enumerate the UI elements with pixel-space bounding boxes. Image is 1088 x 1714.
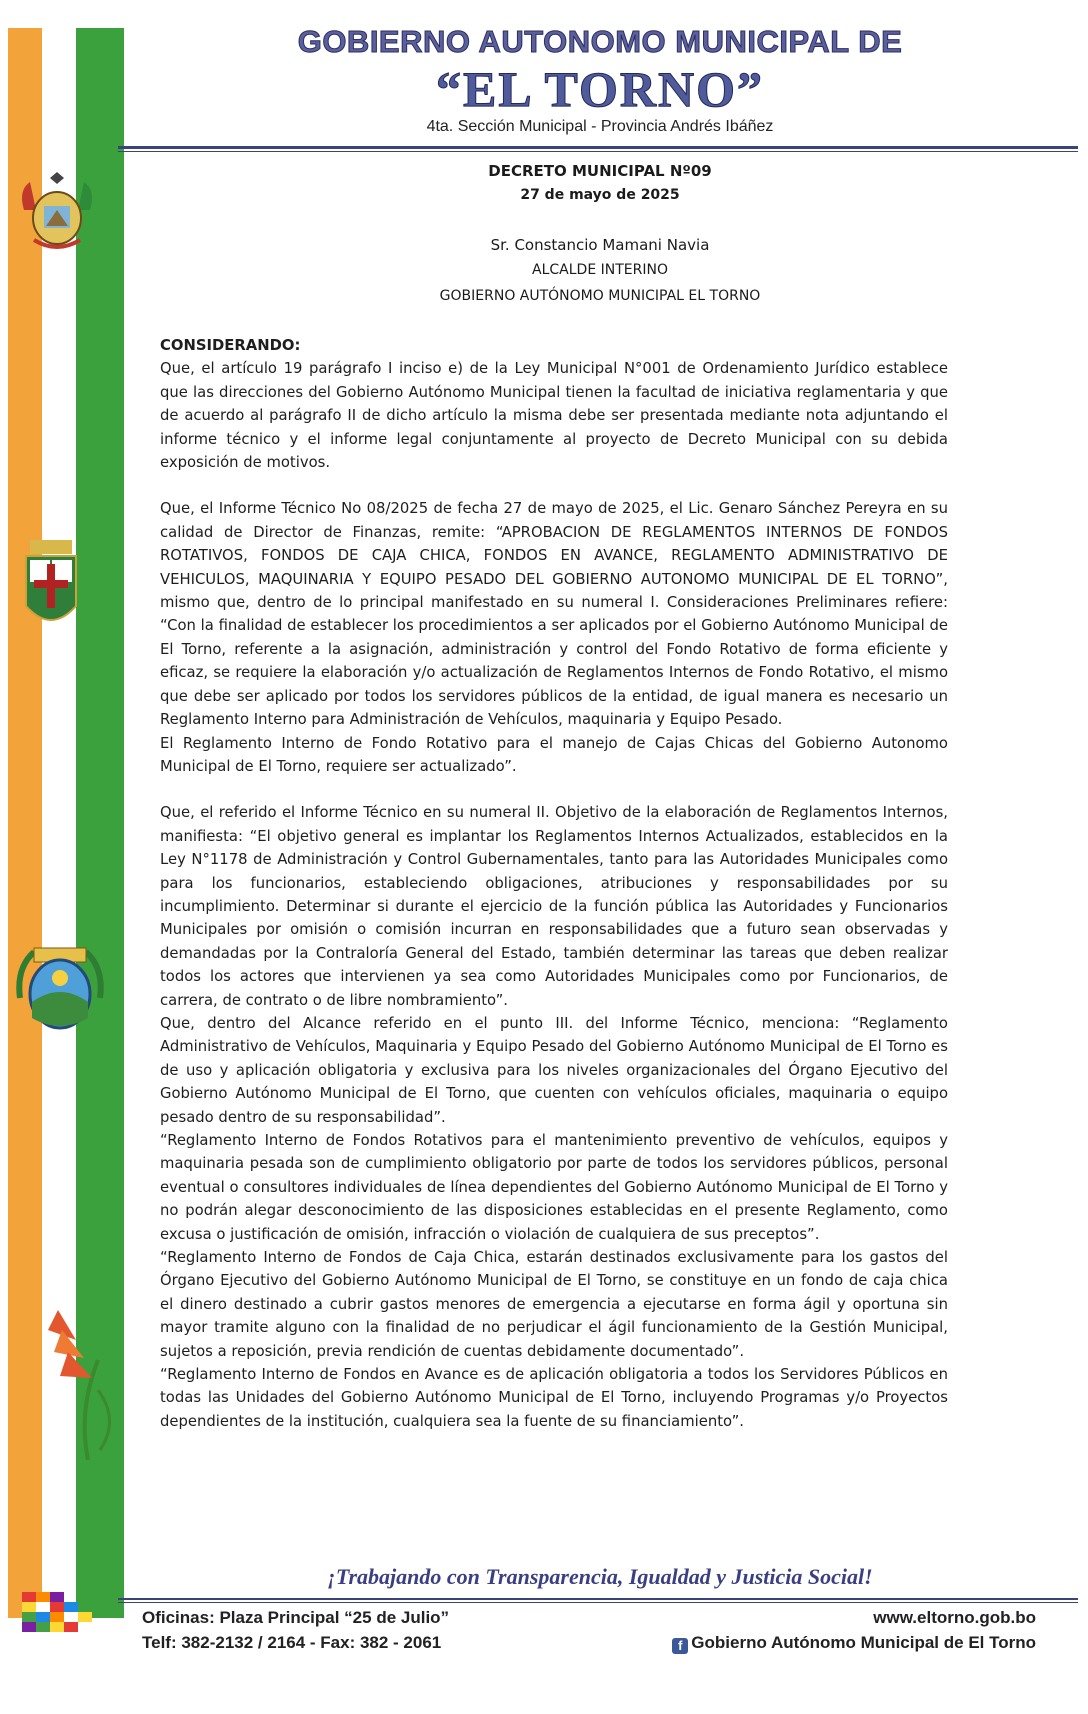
header-rule-thin xyxy=(118,151,1078,152)
paragraph-2: Que, el Informe Técnico No 08/2025 de fecha 27 de mayo de 2025, el Lic. Genaro Sánchez Pereyra en su calidad de Director de Finanzas, remite: “APROBACION DE REGLAMENTOS INTERNOS DE FONDOS ROTATIVOS, FONDOS DE CAJA CHICA, FONDOS EN AVANCE, REGLAMENTO ADMINISTRATIVO DE VEHICULOS, MAQUINARIA Y EQUIPO PESADO DEL GOBIERNO AUTONOMO MUNICIPAL DE EL TORNO”, mismo que, dentro de lo principal manifestado en su numeral I. Consideraciones Preliminares refiere: “Con la finalidad de establecer los procedimientos a ser aplicados por el Gobierno Autónomo Municipal de El Torno, referente a la asignación, administración y control del Fondo Rotativo de forma eficiente y eficaz, se requiere la elaboración y/o actualización de Reglamentos Internos de Fondo Rotativo, el mismo que debe ser aplicado por todos los servidores públicos de la entidad, de igual manera es necesario un Reglamento Interno para Administración de Vehículos, maquinaria y Equipo Pesado. xyxy=(160,500,948,729)
facebook-page[interactable] xyxy=(672,1630,1036,1655)
letterhead-subtitle: 4ta. Sección Municipal - Provincia Andrés Ibáñez xyxy=(426,118,774,135)
considerando-heading: CONSIDERANDO: xyxy=(160,337,301,354)
letterhead-title-line1: GOBIERNO AUTONOMO MUNICIPAL DE xyxy=(297,24,903,59)
bolivia-coat-of-arms-icon xyxy=(14,170,100,254)
footer-contact xyxy=(142,1605,449,1655)
footer-rule xyxy=(118,1598,1078,1600)
santa-cruz-shield-icon xyxy=(22,536,80,636)
paragraph-7: “Reglamento Interno de Fondos de Caja Chica, estarán destinados exclusivamente para los gastos del Órgano Ejecutivo del Gobierno Autónomo Municipal de El Torno, se constituye en un fondo de caja chica el dinero destinado a cubrir gastos menores de emergencia a ejecutarse en forma ágil y oportuna sin mayor tramite alguno con la finalidad de no perjudicar el ágil funcionamiento de la Gestión Municipal, sujetos a reposición, previa rendición de cuentas debidamente documentado”. xyxy=(160,1249,948,1360)
website-link[interactable]: www.eltorno.gob.bo xyxy=(873,1608,1036,1627)
footer-motto: ¡Trabajando con Transparencia, Igualdad y Justicia Social! xyxy=(327,1564,873,1589)
letterhead xyxy=(130,24,1070,136)
document-body xyxy=(160,334,948,1433)
signer-role: ALCALDE INTERINO xyxy=(532,262,668,278)
decree-title: DECRETO MUNICIPAL Nº09 xyxy=(488,162,712,180)
decree-date: 27 de mayo de 2025 xyxy=(520,187,680,203)
paragraph-5: Que, dentro del Alcance referido en el punto III. del Informe Técnico, menciona: “Reglamento Administrativo de Vehículos, Maquinaria y Equipo Pesado del Gobierno Autónomo Municipal de El Torno es de uso y aplicación obligatoria y exclusiva para los niveles organizacionales del Órgano Ejecutivo del Gobierno Autónomo Municipal de El Torno, que cuenten con vehículos oficiales, maquinaria o equipo pesado dentro de su responsabilidad”. xyxy=(160,1014,948,1126)
signer-organization: GOBIERNO AUTÓNOMO MUNICIPAL EL TORNO xyxy=(439,288,761,304)
paragraph-6: “Reglamento Interno de Fondos Rotativos para el mantenimiento preventivo de vehículos, equipos y maquinaria pesada son de cumplimiento obligatorio por parte de todos los servidores públicos, personal eventual o consultores individuales de línea dependientes del Gobierno Autónomo Municipal de El Torno y no podrán alegar desconocimiento de las disposiciones establecidas en el presente Reglamento, como excusa o justificación de omisión, infracción o violación de cualquiera de sus preceptos”. xyxy=(160,1132,948,1243)
facebook-page-name: Gobierno Autónomo Municipal de El Torno xyxy=(691,1633,1036,1652)
wiphala-flag-icon xyxy=(22,1592,122,1642)
paragraph-4: Que, el referido el Informe Técnico en su numeral II. Objetivo de la elaboración de Reglamentos Internos, manifiesta: “El objetivo general es implantar los Reglamentos Internos Actualizados, establecidos en la Ley N°1178 de Administración y Control Gubernamentales, tanto para las Autoridades Municipales como para los funcionarios, estableciendo obligaciones, atribuciones y responsabilidades por su incumplimiento. Determinar si durante el ejercicio de la función pública las Autoridades y Funcionarios Municipales por omisión o comisión incurran en responsabilidades que a futuro sean observadas y demandadas por la Contraloría General del Estado, también determinar las tareas que deben realizar todos los actores que intervienen ya sea como Autoridades Municipales como por Funcionarios, de carrera, de contrato o de libre nombramiento”. xyxy=(160,804,948,1009)
paragraph-1: Que, el artículo 19 parágrafo I inciso e) de la Ley Municipal N°001 de Ordenamiento Jurídico establece que las direcciones del Gobierno Autónomo Municipal tienen la facultad de iniciativa reglamentaria y que de acuerdo al parágrafo II de dicho artículo la misma debe ser presentada mediante nota adjuntando el informe técnico y el informe legal conjuntamente al proyecto de Decreto Municipal con su debida exposición de motivos. xyxy=(160,360,948,472)
phone-fax: Telf: 382-2132 / 2164 - Fax: 382 - 2061 xyxy=(142,1633,442,1652)
paragraph-8: “Reglamento Interno de Fondos en Avance es de aplicación obligatoria a todos los Servidores Públicos en todas las Unidades del Gobierno Autónomo Municipal de El Torno, incluyendo Programas y/o Proyectos dependientes de la institución, cualquiera sea la fuente de su financiamiento”. xyxy=(160,1366,948,1430)
paragraph-3: El Reglamento Interno de Fondo Rotativo para el manejo de Cajas Chicas del Gobierno Autonomo Municipal de El Torno, requiere ser actualizado”. xyxy=(160,734,948,775)
footer-online xyxy=(672,1605,1036,1655)
footer-rule-thin xyxy=(118,1602,1078,1603)
letterhead-title-line2: “EL TORNO” xyxy=(436,61,764,117)
orchid-plant-decoration-icon xyxy=(28,1300,138,1460)
facebook-icon: f xyxy=(672,1638,688,1654)
office-address: Oficinas: Plaza Principal “25 de Julio” xyxy=(142,1608,450,1627)
el-torno-municipal-seal-icon xyxy=(14,938,106,1038)
signer-name: Sr. Constancio Mamani Navia xyxy=(490,236,710,254)
header-rule xyxy=(118,146,1078,149)
